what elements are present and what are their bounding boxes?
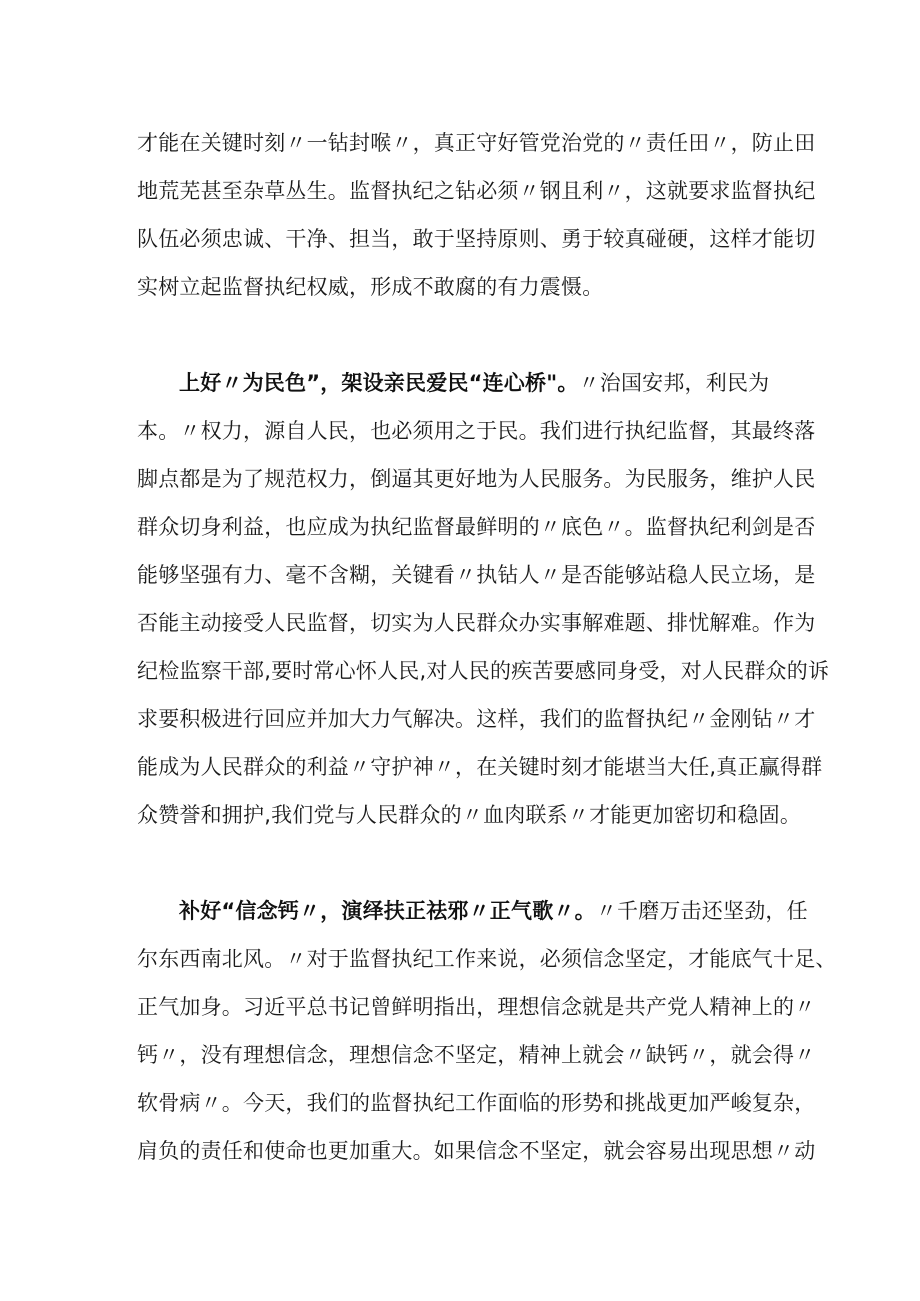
- text-line: 队伍必须忠诚、干净、担当，敢于坚持原则、勇于较真碰硬，这样才能切: [137, 227, 816, 251]
- text-line: 能够坚强有力、毫不含糊，关键看〃执钻人〃是否能够站稳人民立场，是: [137, 563, 816, 587]
- paragraph-3: [137, 887, 837, 1175]
- text-line: 软骨病〃。今天，我们的监督执纪工作面临的形势和挑战更加严峻复杂，: [137, 1091, 816, 1115]
- text-run: 〃治国安邦，利民为: [578, 371, 770, 395]
- paragraph-1: [137, 119, 816, 311]
- text-line: 否能主动接受人民监督，切实为人民群众办实事解难题、排忧解难。作为: [137, 611, 816, 635]
- text-line: 求要积极进行回应并加大力气解决。这样，我们的监督执纪〃金刚钻〃才: [137, 707, 816, 731]
- text-line: 实树立起监督执纪权威，形成不敢腐的有力震慑。: [137, 275, 604, 299]
- section-heading: 补好“信念钙〃，演绎扶正祛邪〃正气歌〃。: [179, 899, 596, 923]
- text-run: 〃千磨万击还坚劲，任: [595, 899, 808, 923]
- text-line: 本。〃权力，源自人民，也必须用之于民。我们进行执纪监督，其最终落: [137, 419, 816, 443]
- paragraph-first-line: [137, 887, 808, 935]
- text-line: 地荒芜甚至杂草丛生。监督执纪之钻必须〃钢且利〃，这就要求监督执纪: [137, 179, 816, 203]
- text-line: 纪检监察干部,要时常心怀人民,对人民的疾苦要感同身受，对人民群众的诉: [137, 659, 830, 683]
- text-line: 尔东西南北风。〃对于监督执纪工作来说，必须信念坚定，才能底气十足、: [137, 947, 837, 971]
- text-line: 钙〃，没有理想信念，理想信念不坚定，精神上就会〃缺钙〃，就会得〃: [137, 1043, 816, 1067]
- text-line: 肩负的责任和使命也更加重大。如果信念不坚定，就会容易出现思想〃动: [137, 1139, 816, 1163]
- paragraph-first-line: [137, 359, 787, 407]
- section-heading: 上好〃为民色”，架设亲民爱民“连心桥"。: [179, 371, 579, 395]
- paragraph-2: [137, 359, 830, 839]
- text-line: 正气加身。习近平总书记曾鲜明指出，理想信念就是共产党人精神上的〃: [137, 995, 816, 1019]
- text-line: 脚点都是为了规范权力，倒逼其更好地为人民服务。为民服务，维护人民: [137, 467, 816, 491]
- text-line: 才能在关键时刻〃一钻封喉〃，真正守好管党治党的〃责任田〃，防止田: [137, 131, 816, 155]
- text-line: 能成为人民群众的利益〃守护神〃，在关键时刻才能堪当大任,真正赢得群: [137, 755, 823, 779]
- text-line: 群众切身利益，也应成为执纪监督最鲜明的〃底色〃。监督执纪利剑是否: [137, 515, 816, 539]
- text-line: 众赞誉和拥护,我们党与人民群众的〃血肉联系〃才能更加密切和稳固。: [137, 803, 802, 827]
